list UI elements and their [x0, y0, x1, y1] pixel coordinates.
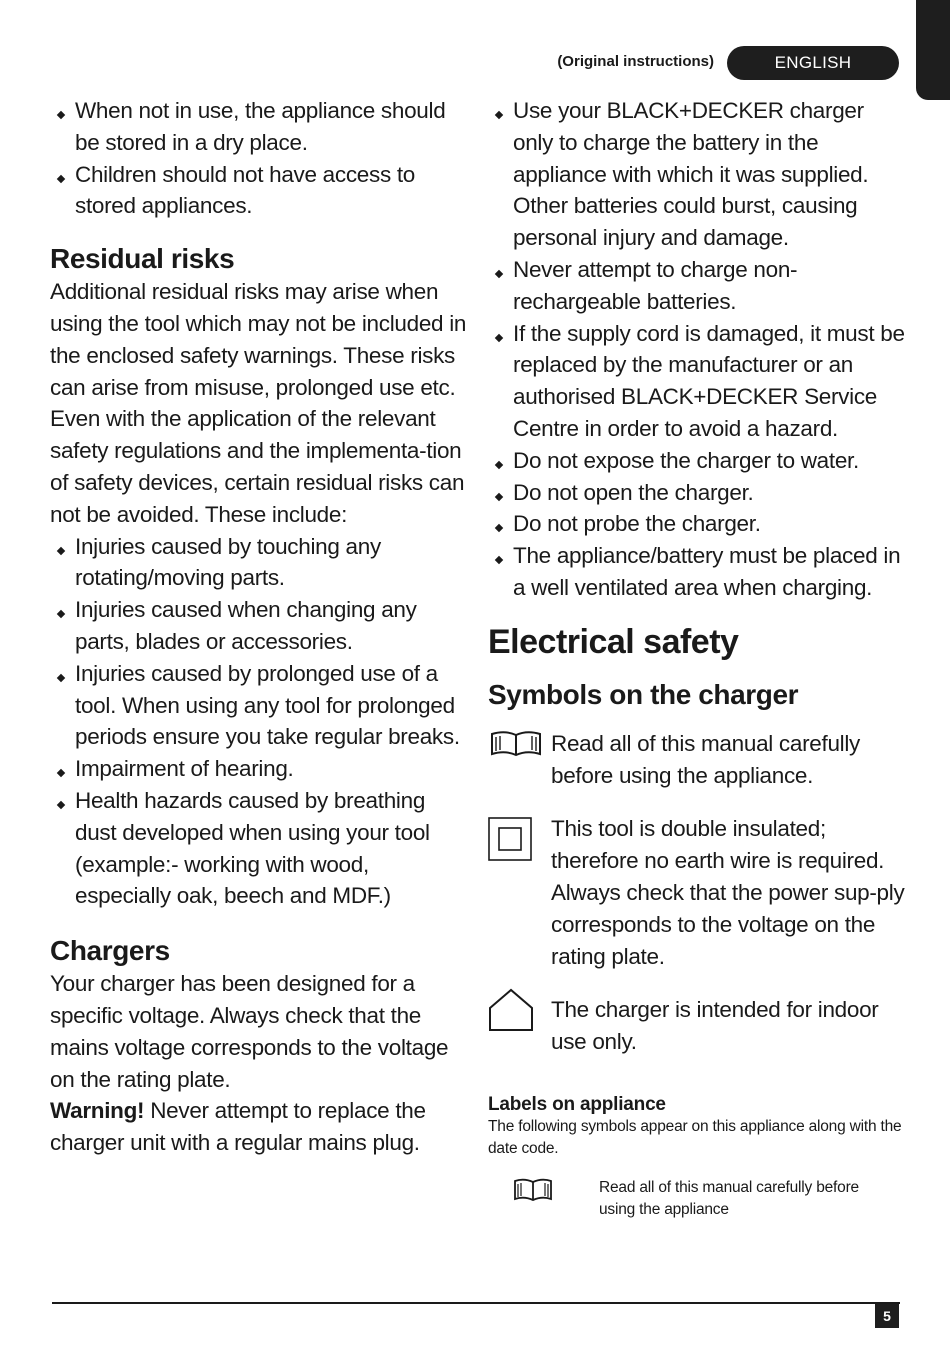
list-item: Children should not have access to stored appliances.: [50, 159, 470, 223]
list-item: Injuries caused by prolonged use of a tool. When using any tool for prolonged periods ensure you take regular breaks.: [50, 658, 470, 753]
list-item: Injuries caused by touching any rotating/moving parts.: [50, 531, 470, 595]
label-manual-text: Read all of this manual carefully before using the appliance: [599, 1178, 859, 1219]
side-tab-marker: [916, 0, 950, 100]
bullet-icon: [495, 333, 503, 341]
bullet-icon: [57, 801, 65, 809]
warning-text: Never attempt to replace the charger unit with a regular mains plug.: [50, 1098, 426, 1156]
list-item: Impairment of hearing.: [50, 753, 470, 785]
chargers-paragraph: Your charger has been designed for a specific voltage. Always check that the mains voltage corresponds to the voltage on the rating plate.: [50, 971, 449, 1092]
symbol-indoor-text: The charger is intended for indoor use only.: [551, 997, 879, 1055]
symbol-double-insulated-row: [488, 813, 908, 972]
bullet-icon: [57, 174, 65, 182]
bullet-icon: [495, 461, 503, 469]
right-column: [488, 95, 908, 1222]
book-icon: [488, 728, 544, 758]
bullet-icon: [495, 111, 503, 119]
symbol-double-insulated-text: This tool is double insulated; therefore no earth wire is required. Always check that the power sup-ply corresponds to the voltage on the rating plate.: [551, 816, 905, 969]
list-item: Never attempt to charge non-rechargeable batteries.: [488, 254, 908, 318]
bullet-icon: [495, 492, 503, 500]
residual-risks-heading: Residual risks: [50, 243, 235, 275]
list-item: Do not open the charger.: [488, 477, 908, 509]
list-item: Use your BLACK+DECKER charger only to charge the battery in the appliance with which it was supplied. Other batteries could burst, causing personal injury and damage.: [488, 95, 908, 254]
bullet-icon: [495, 524, 503, 532]
bullet-icon: [495, 270, 503, 278]
list-item: Injuries caused when changing any parts, blades or accessories.: [50, 594, 470, 658]
list-item: Do not expose the charger to water.: [488, 445, 908, 477]
list-item: When not in use, the appliance should be stored in a dry place.: [50, 95, 470, 159]
list-item: The appliance/battery must be placed in a well ventilated area when charging.: [488, 540, 908, 604]
page-number: 5: [875, 1304, 899, 1328]
residual-paragraph-1: Additional residual risks may arise when using the tool which may not be included in the enclosed safety warnings. These risks can arise from misuse, prolonged use etc.: [50, 279, 467, 400]
chargers-heading: Chargers: [50, 935, 170, 967]
bullet-icon: [495, 556, 503, 564]
indoor-house-icon: [488, 988, 534, 1032]
list-item: Health hazards caused by breathing dust developed when using your tool (example:- working with wood, especially oak, beech and MDF.): [50, 785, 470, 912]
language-badge: ENGLISH: [727, 46, 899, 80]
bullet-icon: [57, 111, 65, 119]
bullet-icon: [57, 674, 65, 682]
symbols-heading: Symbols on the charger: [488, 678, 799, 710]
list-item: Do not probe the charger.: [488, 508, 908, 540]
symbol-manual-row: [488, 728, 908, 792]
warning-label: Warning!: [50, 1098, 145, 1124]
left-column: [50, 95, 470, 1159]
electrical-safety-heading: Electrical safety: [488, 622, 739, 661]
bullet-icon: [57, 610, 65, 618]
warning-paragraph: [50, 1095, 470, 1159]
original-instructions: (Original instructions): [557, 53, 714, 70]
book-icon: [512, 1177, 554, 1203]
bullet-icon: [57, 769, 65, 777]
bullet-icon: [57, 546, 65, 554]
storage-list: [50, 95, 470, 222]
symbol-manual-text: Read all of this manual carefully before using the appliance.: [551, 730, 861, 788]
symbol-indoor-row: [488, 994, 908, 1058]
list-item: If the supply cord is damaged, it must be replaced by the manufacturer or an authorised BLACK+DECKER Service Centre in order to avoid a hazard.: [488, 318, 908, 445]
charger-safety-list: [488, 95, 908, 604]
labels-paragraph: The following symbols appear on this appliance along with the date code.: [488, 1117, 902, 1158]
residual-list: [50, 531, 470, 913]
residual-paragraph-2: Even with the application of the relevant safety regulations and the implementa-tion of safety devices, certain residual risks can not be avoided. These include:: [50, 406, 465, 527]
labels-heading: Labels on appliance: [488, 1093, 666, 1115]
double-insulated-icon: [488, 817, 532, 861]
footer-rule: [52, 1302, 900, 1304]
label-manual-row: [488, 1177, 908, 1222]
